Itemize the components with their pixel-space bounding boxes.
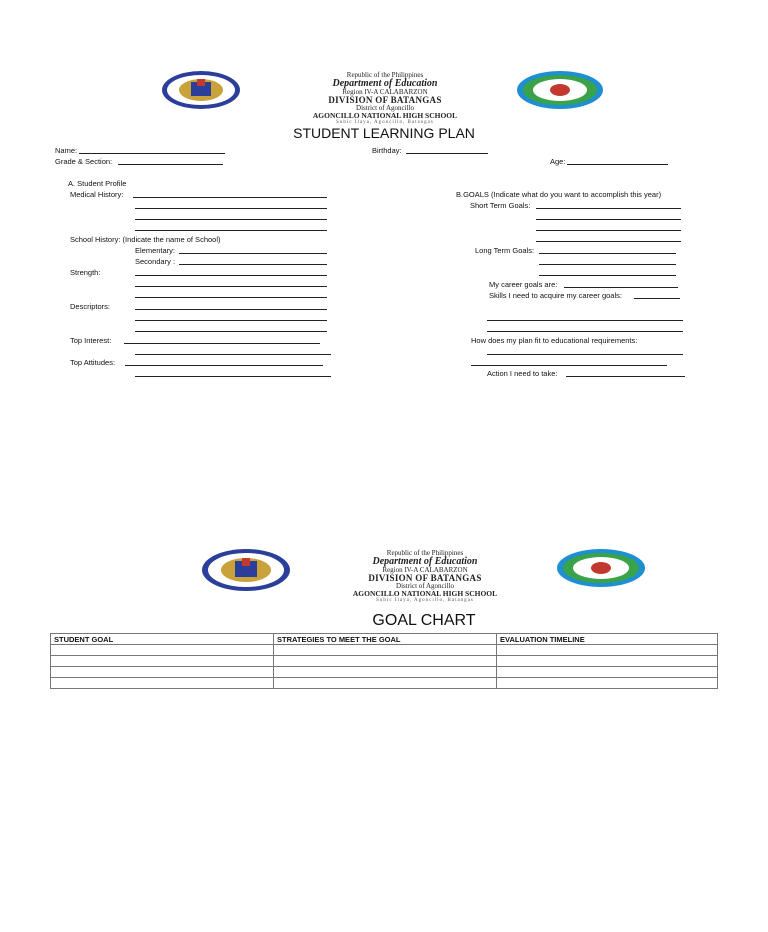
table-cell[interactable]	[274, 645, 497, 656]
descriptors-line[interactable]	[135, 331, 327, 332]
header-republic: Republic of the Philippines	[386, 549, 464, 557]
goal-chart-title: GOAL CHART	[372, 612, 476, 629]
header-division: DIVISION OF BATANGAS	[368, 573, 482, 583]
header-school: AGONCILLO NATIONAL HIGH SCHOOL	[352, 589, 498, 598]
short-term-line[interactable]	[536, 208, 681, 209]
table-cell[interactable]	[497, 656, 718, 667]
table-cell[interactable]	[497, 645, 718, 656]
strength-line[interactable]	[135, 286, 327, 287]
medical-line[interactable]	[135, 230, 327, 231]
descriptors-line[interactable]	[135, 320, 327, 321]
table-row	[51, 656, 718, 667]
skills-label: Skills I need to acquire my career goals:	[489, 291, 622, 300]
header-division: DIVISION OF BATANGAS	[328, 95, 442, 105]
grade-label: Grade & Section:	[55, 157, 113, 166]
table-cell[interactable]	[274, 656, 497, 667]
short-term-label: Short Term Goals:	[470, 201, 531, 210]
school-logo	[556, 548, 646, 588]
action-label: Action I need to take:	[487, 369, 558, 378]
school-history-label: School History: (Indicate the name of School)	[70, 235, 221, 244]
top-interest-label: Top Interest:	[70, 336, 112, 345]
medical-line[interactable]	[135, 219, 327, 220]
top-attitudes-label: Top Attitudes:	[70, 358, 116, 367]
birthday-label: Birthday:	[372, 146, 402, 155]
grade-field[interactable]	[118, 164, 223, 165]
table-cell[interactable]	[497, 678, 718, 689]
deped-seal-logo	[201, 548, 291, 592]
elementary-field[interactable]	[179, 253, 327, 254]
table-cell[interactable]	[274, 678, 497, 689]
top-attitudes-line[interactable]	[135, 376, 331, 377]
top-interest-line[interactable]	[135, 354, 331, 355]
header-deped: Department of Education	[332, 78, 438, 89]
fit-label: How does my plan fit to educational requirements:	[471, 336, 638, 345]
goal-chart-table	[50, 633, 718, 689]
header-region: Region IV-A CALABARZON	[382, 566, 468, 574]
name-field[interactable]	[79, 153, 225, 154]
table-cell[interactable]	[51, 656, 274, 667]
secondary-label: Secondary :	[135, 257, 176, 266]
school-logo	[516, 70, 604, 110]
short-term-line[interactable]	[536, 230, 681, 231]
action-field[interactable]	[566, 376, 685, 377]
table-cell[interactable]	[51, 645, 274, 656]
header-text-block	[250, 72, 520, 125]
descriptors-line[interactable]	[135, 309, 327, 310]
birthday-field[interactable]	[406, 153, 488, 154]
strength-label: Strength:	[70, 268, 101, 277]
header-address: Subic Ilaya, Agoncillo, Batangas	[376, 597, 474, 603]
fit-line[interactable]	[471, 365, 667, 366]
skills-field[interactable]	[634, 298, 680, 299]
goals-heading: B.GOALS (Indicate what do you want to accomplish this year)	[456, 190, 662, 199]
skills-line[interactable]	[487, 331, 683, 332]
top-interest-line[interactable]	[124, 343, 320, 344]
table-cell[interactable]	[497, 667, 718, 678]
long-term-line[interactable]	[539, 264, 676, 265]
secondary-field[interactable]	[179, 264, 327, 265]
header-district: District of Agoncillo	[396, 582, 454, 590]
elementary-label: Elementary:	[135, 246, 176, 255]
column-header: STRATEGIES TO MEET THE GOAL	[274, 634, 497, 645]
short-term-line[interactable]	[536, 241, 681, 242]
medical-line[interactable]	[133, 197, 327, 198]
profile-heading: A. Student Profile	[68, 179, 127, 188]
header-district: District of Agoncillo	[356, 104, 414, 112]
name-label: Name:	[55, 146, 78, 155]
table-row	[51, 667, 718, 678]
age-field[interactable]	[567, 164, 668, 165]
column-header: STUDENT GOAL	[51, 634, 274, 645]
table-row	[51, 645, 718, 656]
header-school: AGONCILLO NATIONAL HIGH SCHOOL	[312, 111, 458, 120]
header-deped: Department of Education	[372, 556, 478, 567]
deped-seal-logo	[161, 70, 241, 110]
descriptors-label: Descriptors:	[70, 302, 111, 311]
career-field[interactable]	[564, 287, 678, 288]
skills-line[interactable]	[487, 320, 683, 321]
table-header-row	[51, 634, 718, 645]
table-cell[interactable]	[51, 678, 274, 689]
career-label: My career goals are:	[489, 280, 558, 289]
plan-title: STUDENT LEARNING PLAN	[293, 125, 475, 141]
long-term-label: Long Term Goals:	[475, 246, 535, 255]
header-republic: Republic of the Philippines	[346, 71, 424, 79]
table-cell[interactable]	[51, 667, 274, 678]
long-term-line[interactable]	[539, 275, 676, 276]
header-text-block	[290, 550, 560, 603]
long-term-line[interactable]	[539, 253, 676, 254]
medical-line[interactable]	[135, 208, 327, 209]
fit-line[interactable]	[487, 354, 683, 355]
age-label: Age:	[550, 157, 566, 166]
strength-line[interactable]	[135, 275, 327, 276]
strength-line[interactable]	[135, 297, 327, 298]
top-attitudes-line[interactable]	[125, 365, 323, 366]
table-row	[51, 678, 718, 689]
header-region: Region IV-A CALABARZON	[342, 88, 428, 96]
short-term-line[interactable]	[536, 219, 681, 220]
header-address: Subic Ilaya, Agoncillo, Batangas	[336, 119, 434, 125]
medical-label: Medical History:	[70, 190, 124, 199]
table-cell[interactable]	[274, 667, 497, 678]
column-header: EVALUATION TIMELINE	[497, 634, 718, 645]
